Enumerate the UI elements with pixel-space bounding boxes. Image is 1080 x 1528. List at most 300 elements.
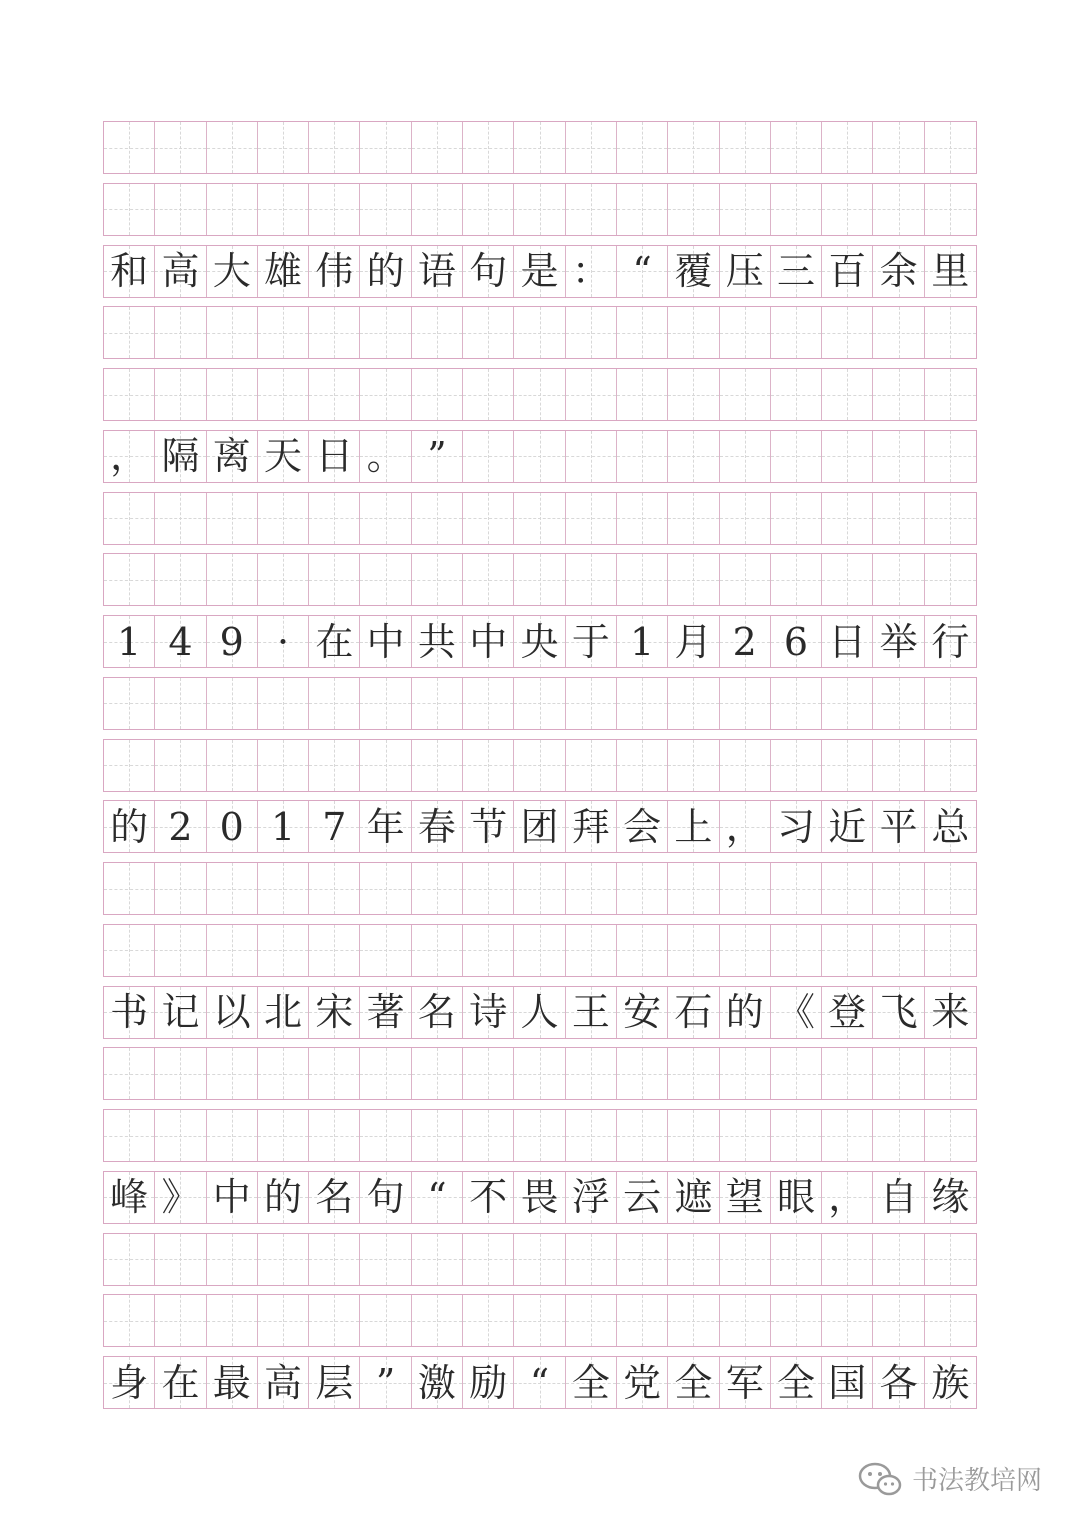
grid-cell (566, 1048, 617, 1099)
grid-cell (925, 863, 976, 914)
grid-cell (309, 678, 360, 729)
cell-character: 天 (264, 434, 303, 479)
grid-cell (822, 1234, 873, 1285)
grid-cell (309, 1048, 360, 1099)
grid-cell (207, 740, 258, 791)
grid-cell (104, 1234, 155, 1285)
grid-cell (925, 1110, 976, 1161)
cell-character: 团 (520, 804, 559, 849)
grid-cell (258, 801, 309, 852)
grid-row (103, 245, 977, 298)
grid-cell (412, 987, 463, 1038)
cell-character: “ (632, 249, 652, 293)
grid-cell (771, 925, 822, 976)
grid-cell (514, 925, 565, 976)
grid-cell (104, 184, 155, 235)
cell-character: 6 (783, 619, 809, 664)
cell-character: 2 (732, 619, 757, 664)
cell-character: 不 (469, 1175, 508, 1220)
grid-cell (822, 1172, 873, 1223)
grid-cell (309, 1110, 360, 1161)
grid-cell (668, 493, 719, 544)
grid-cell (822, 307, 873, 358)
cell-character: 的 (366, 249, 405, 293)
grid-cell (617, 122, 668, 173)
cell-character: 春 (417, 804, 456, 849)
grid-cell (566, 184, 617, 235)
grid-cell (104, 246, 155, 297)
grid-cell (207, 307, 258, 358)
cell-character: 记 (161, 990, 200, 1034)
grid-cell (720, 1357, 771, 1408)
grid-cell (925, 1295, 976, 1346)
grid-cell (360, 925, 411, 976)
cell-character: 余 (879, 249, 918, 293)
grid-cell (412, 1295, 463, 1346)
grid-cell (258, 246, 309, 297)
grid-cell (309, 122, 360, 173)
grid-cell (668, 801, 719, 852)
watermark-text: 书法教培网 (911, 1466, 1042, 1496)
grid-cell (873, 678, 924, 729)
grid-cell (771, 987, 822, 1038)
grid-cell (412, 493, 463, 544)
cell-character: 北 (264, 990, 303, 1034)
grid-row (103, 615, 977, 668)
grid-cell (771, 1172, 822, 1223)
grid-cell (771, 369, 822, 420)
grid-cell (258, 1048, 309, 1099)
grid-cell (412, 1234, 463, 1285)
cell-character: 《 (777, 990, 816, 1034)
grid-row (103, 1109, 977, 1162)
cell-character: 名 (417, 990, 456, 1034)
grid-cell (360, 246, 411, 297)
grid-cell (360, 1357, 411, 1408)
grid-cell (873, 122, 924, 173)
grid-cell (412, 554, 463, 605)
cell-character: 近 (828, 804, 867, 849)
grid-cell (720, 246, 771, 297)
grid-cell (720, 925, 771, 976)
cell-character: 覆 (674, 249, 713, 293)
grid-cell (822, 493, 873, 544)
cell-character: 共 (417, 619, 456, 664)
cell-character: 云 (623, 1175, 662, 1220)
grid-cell (258, 493, 309, 544)
grid-cell (155, 678, 206, 729)
grid-cell (771, 740, 822, 791)
cell-character: 峰 (110, 1175, 149, 1220)
grid-cell (617, 1110, 668, 1161)
cell-character: 雄 (264, 249, 303, 293)
cell-character: 9 (219, 619, 244, 664)
grid-cell (514, 431, 565, 482)
grid-cell (822, 1110, 873, 1161)
grid-row (103, 1356, 977, 1409)
cell-character: “ (427, 1175, 447, 1220)
grid-cell (873, 1295, 924, 1346)
grid-cell (873, 616, 924, 667)
grid-cell (566, 431, 617, 482)
grid-cell (155, 863, 206, 914)
grid-cell (617, 863, 668, 914)
grid-cell (873, 1048, 924, 1099)
grid-cell (617, 431, 668, 482)
grid-cell (720, 1295, 771, 1346)
grid-cell (720, 431, 771, 482)
grid-cell (463, 369, 514, 420)
cell-character: 1 (630, 619, 655, 664)
grid-cell (155, 307, 206, 358)
grid-cell (925, 925, 976, 976)
grid-cell (617, 493, 668, 544)
cell-character: 高 (264, 1360, 303, 1405)
grid-cell (207, 987, 258, 1038)
grid-cell (873, 1110, 924, 1161)
grid-cell (617, 616, 668, 667)
grid-cell (155, 987, 206, 1038)
grid-cell (720, 678, 771, 729)
grid-cell (104, 369, 155, 420)
cell-character: 层 (315, 1360, 354, 1405)
cell-character: ， (725, 804, 764, 849)
cell-character: 在 (315, 619, 354, 664)
grid-cell (309, 616, 360, 667)
grid-cell (771, 431, 822, 482)
grid-cell (617, 369, 668, 420)
grid-cell (155, 493, 206, 544)
grid-cell (360, 1295, 411, 1346)
grid-cell (617, 307, 668, 358)
cell-character: 伟 (315, 249, 354, 293)
grid-cell (617, 801, 668, 852)
cell-character: 王 (571, 990, 610, 1034)
cell-character: 和 (110, 249, 149, 293)
grid-cell (617, 1172, 668, 1223)
grid-cell (309, 987, 360, 1038)
cell-character: 总 (931, 804, 970, 849)
grid-cell (668, 863, 719, 914)
grid-cell (668, 554, 719, 605)
grid-cell (771, 1048, 822, 1099)
grid-cell (873, 740, 924, 791)
grid-cell (873, 1234, 924, 1285)
grid-cell (104, 554, 155, 605)
grid-cell (925, 369, 976, 420)
cell-character: 里 (931, 249, 970, 293)
grid-cell (309, 740, 360, 791)
grid-cell (360, 678, 411, 729)
grid-cell (566, 801, 617, 852)
cell-character: 名 (315, 1175, 354, 1220)
grid-cell (668, 678, 719, 729)
grid-cell (617, 1295, 668, 1346)
grid-cell (360, 863, 411, 914)
grid-cell (309, 246, 360, 297)
grid-cell (207, 1172, 258, 1223)
cell-character: ” (375, 1360, 396, 1405)
grid-cell (309, 863, 360, 914)
grid-cell (412, 122, 463, 173)
grid-cell (720, 987, 771, 1038)
grid-cell (463, 246, 514, 297)
cell-character: 以 (212, 990, 251, 1034)
cell-character: 全 (571, 1360, 610, 1405)
grid-cell (720, 1172, 771, 1223)
cell-character: 宋 (315, 990, 354, 1034)
grid-cell (720, 1110, 771, 1161)
grid-cell (360, 1110, 411, 1161)
grid-cell (822, 616, 873, 667)
grid-cell (566, 122, 617, 173)
grid-cell (771, 307, 822, 358)
grid-cell (155, 1234, 206, 1285)
grid-cell (566, 1110, 617, 1161)
grid-row (103, 368, 977, 421)
grid-cell (463, 678, 514, 729)
grid-cell (155, 801, 206, 852)
grid-cell (771, 1357, 822, 1408)
grid-cell (360, 554, 411, 605)
grid-cell (822, 801, 873, 852)
cell-character: 语 (417, 249, 456, 293)
grid-cell (207, 1357, 258, 1408)
grid-cell (360, 369, 411, 420)
grid-cell (412, 184, 463, 235)
grid-cell (617, 678, 668, 729)
grid-cell (771, 1110, 822, 1161)
grid-cell (771, 616, 822, 667)
grid-cell (720, 1048, 771, 1099)
grid-cell (873, 307, 924, 358)
grid-cell (207, 554, 258, 605)
grid-cell (412, 678, 463, 729)
grid-cell (360, 431, 411, 482)
cell-character: 日 (828, 619, 867, 664)
grid-cell (360, 740, 411, 791)
grid-cell (925, 184, 976, 235)
grid-cell (463, 740, 514, 791)
grid-cell (514, 493, 565, 544)
grid-cell (514, 678, 565, 729)
grid-row (103, 306, 977, 359)
grid-cell (155, 554, 206, 605)
grid-cell (360, 122, 411, 173)
grid-cell (463, 1048, 514, 1099)
grid-cell (873, 493, 924, 544)
grid-cell (873, 184, 924, 235)
grid-cell (514, 1048, 565, 1099)
grid-cell (104, 1048, 155, 1099)
grid-cell (207, 1234, 258, 1285)
grid-cell (463, 987, 514, 1038)
grid-cell (771, 1295, 822, 1346)
cell-character: 》 (161, 1175, 200, 1220)
cell-character: 各 (879, 1360, 918, 1405)
grid-cell (104, 122, 155, 173)
grid-cell (463, 1234, 514, 1285)
grid-cell (412, 740, 463, 791)
grid-cell (360, 801, 411, 852)
grid-cell (668, 1110, 719, 1161)
cell-character: 0 (219, 804, 244, 849)
grid-row (103, 800, 977, 853)
grid-cell (925, 246, 976, 297)
cell-character: 缘 (931, 1175, 970, 1220)
cell-character: 日 (315, 434, 354, 479)
grid-cell (925, 1048, 976, 1099)
grid-cell (873, 925, 924, 976)
grid-cell (309, 1172, 360, 1223)
cell-character: 的 (264, 1175, 303, 1220)
grid-cell (412, 369, 463, 420)
cell-character: 望 (725, 1175, 764, 1220)
grid-cell (925, 431, 976, 482)
grid-cell (104, 740, 155, 791)
grid-cell (822, 1048, 873, 1099)
grid-cell (258, 678, 309, 729)
grid-cell (207, 184, 258, 235)
cell-character: 国 (828, 1360, 867, 1405)
grid-cell (720, 307, 771, 358)
cell-character: 党 (623, 1360, 662, 1405)
grid-cell (104, 616, 155, 667)
grid-cell (258, 369, 309, 420)
grid-cell (258, 925, 309, 976)
grid-cell (104, 863, 155, 914)
grid-cell (566, 307, 617, 358)
grid-cell (463, 1172, 514, 1223)
grid-cell (463, 122, 514, 173)
grid-cell (360, 987, 411, 1038)
grid-cell (309, 925, 360, 976)
grid-cell (309, 369, 360, 420)
cell-character: 励 (469, 1360, 508, 1405)
cell-character: 全 (777, 1360, 816, 1405)
grid-cell (155, 1110, 206, 1161)
grid-cell (873, 1172, 924, 1223)
grid-cell (258, 616, 309, 667)
grid-cell (720, 863, 771, 914)
grid-cell (155, 1357, 206, 1408)
grid-cell (822, 431, 873, 482)
grid-cell (412, 1048, 463, 1099)
grid-cell (258, 1357, 309, 1408)
grid-cell (412, 925, 463, 976)
cell-character: 会 (623, 804, 662, 849)
grid-cell (412, 1357, 463, 1408)
grid-cell (155, 184, 206, 235)
grid-cell (104, 1357, 155, 1408)
cell-character: 句 (366, 1175, 405, 1220)
cell-character: 。 (366, 434, 405, 479)
grid-cell (207, 1110, 258, 1161)
cell-character: 登 (828, 990, 867, 1034)
cell-character: 2 (168, 804, 193, 849)
grid-cell (925, 987, 976, 1038)
grid-cell (258, 431, 309, 482)
grid-cell (873, 801, 924, 852)
cell-character: 隔 (161, 434, 200, 479)
cell-character: 中 (212, 1175, 251, 1220)
cell-character: 离 (212, 434, 251, 479)
wechat-icon (858, 1461, 902, 1497)
grid-cell (309, 431, 360, 482)
grid-cell (155, 1048, 206, 1099)
grid-cell (155, 122, 206, 173)
grid-cell (925, 740, 976, 791)
cell-character: 中 (469, 619, 508, 664)
grid-cell (207, 1295, 258, 1346)
grid-cell (514, 554, 565, 605)
cell-character: 来 (931, 990, 970, 1034)
grid-cell (258, 1172, 309, 1223)
grid-cell (925, 1234, 976, 1285)
cell-character: 著 (366, 990, 405, 1034)
grid-cell (668, 987, 719, 1038)
grid-cell (360, 1048, 411, 1099)
grid-cell (309, 1357, 360, 1408)
cell-character: 人 (520, 990, 559, 1034)
cell-character: ， (828, 1175, 867, 1220)
grid-cell (668, 925, 719, 976)
grid-cell (412, 1110, 463, 1161)
grid-cell (771, 184, 822, 235)
grid-cell (617, 1357, 668, 1408)
grid-cell (566, 863, 617, 914)
grid-cell (668, 1234, 719, 1285)
grid-cell (771, 678, 822, 729)
grid-cell (412, 246, 463, 297)
grid-cell (463, 493, 514, 544)
cell-character: 最 (212, 1360, 251, 1405)
grid-cell (412, 1172, 463, 1223)
grid-cell (360, 1234, 411, 1285)
grid-cell (463, 307, 514, 358)
grid-cell (309, 493, 360, 544)
grid-cell (207, 1048, 258, 1099)
grid-cell (720, 369, 771, 420)
grid-cell (207, 431, 258, 482)
grid-cell (668, 1357, 719, 1408)
grid-cell (566, 1234, 617, 1285)
cell-character: 大 (212, 249, 251, 293)
grid-cell (617, 554, 668, 605)
grid-cell (514, 1357, 565, 1408)
grid-cell (104, 987, 155, 1038)
cell-character: 安 (623, 990, 662, 1034)
cell-character: 全 (674, 1360, 713, 1405)
grid-cell (668, 246, 719, 297)
cell-character: 自 (879, 1175, 918, 1220)
grid-cell (104, 1172, 155, 1223)
cell-character: 央 (520, 619, 559, 664)
grid-cell (309, 184, 360, 235)
grid-cell (207, 122, 258, 173)
grid-row (103, 1294, 977, 1347)
grid-cell (207, 369, 258, 420)
cell-character: 高 (161, 249, 200, 293)
grid-cell (514, 987, 565, 1038)
grid-cell (360, 307, 411, 358)
cell-character: 畏 (520, 1175, 559, 1220)
grid-cell (207, 801, 258, 852)
cell-character: 军 (725, 1360, 764, 1405)
grid-cell (514, 1110, 565, 1161)
grid-cell (925, 616, 976, 667)
grid-cell (155, 616, 206, 667)
